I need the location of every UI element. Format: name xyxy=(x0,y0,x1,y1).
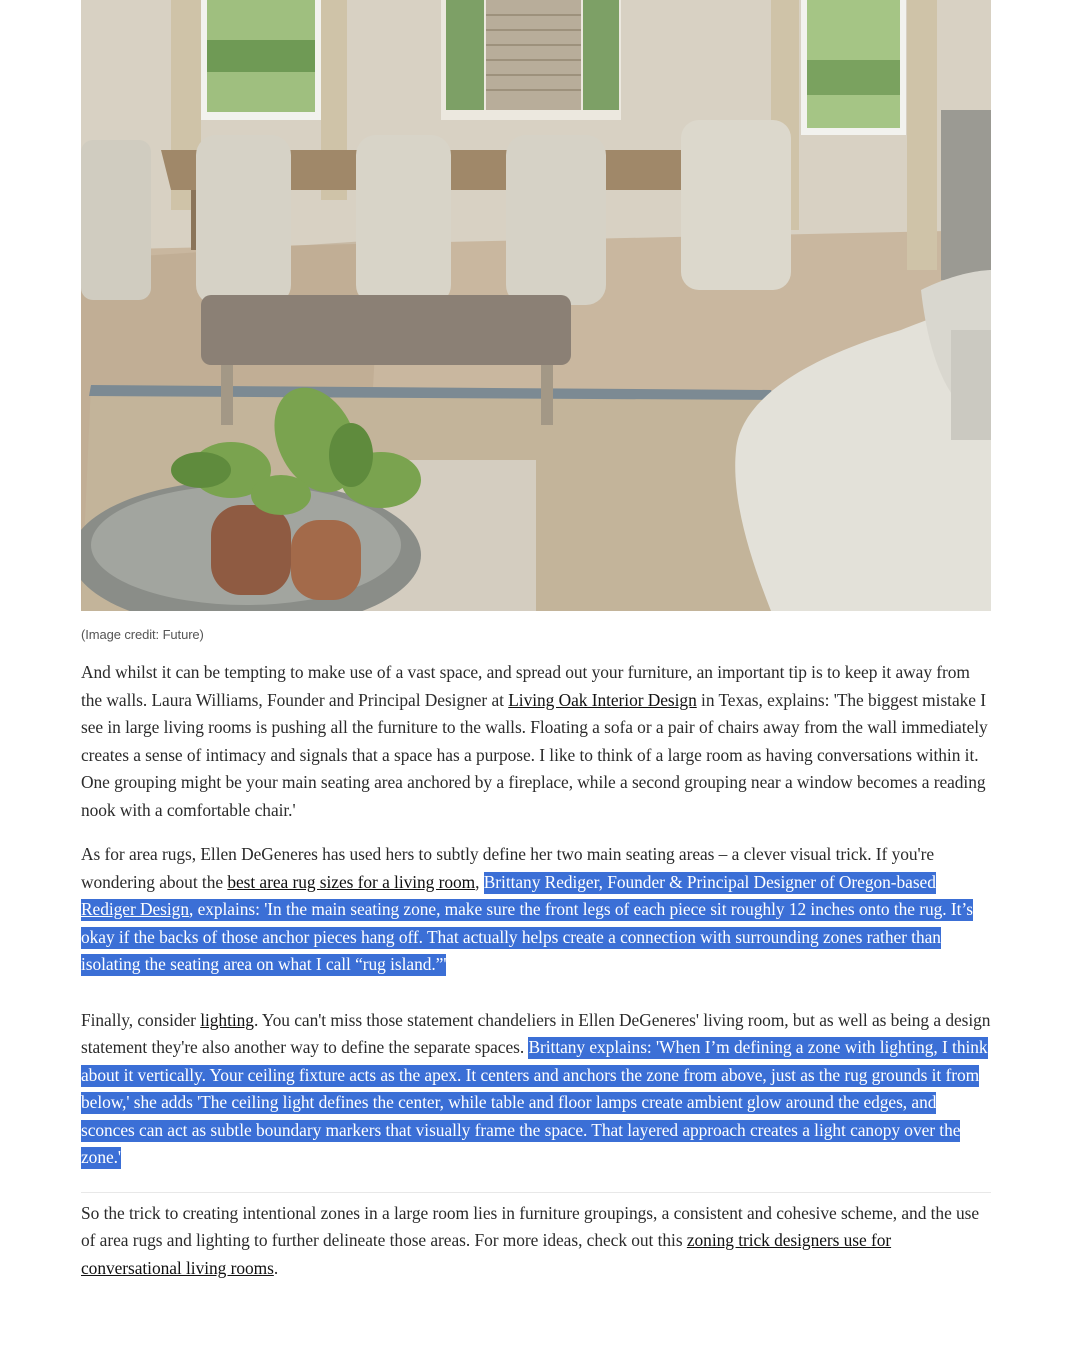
paragraph-lighting xyxy=(81,1007,991,1172)
rediger-design-link[interactable]: Rediger Design xyxy=(81,899,189,919)
p2-text-b: , xyxy=(475,871,484,892)
image-credit: (Image credit: Future) xyxy=(81,627,204,642)
paragraph-conclusion xyxy=(81,1192,991,1283)
article-body xyxy=(81,659,991,1282)
p2-text-a: As for area rugs, Ellen DeGeneres has used hers to subtly define her two main seating areas – a clever visual trick. If you're wondering about the xyxy=(81,844,935,892)
selected-text-lighting-quote: Brittany explains: 'When I’m defining a zone with lighting, I think about it vertically. Your ceiling fixture acts as the apex. It centers and anchors the zone from above, just as the rug grounds it from below,' she adds 'The ceiling light defines the center, while table and floor lamps create ambient glow around the edges, and sconces can act as subtle boundary markers that visually frame the space. That layered approach creates a light canopy over the zone.' xyxy=(81,1037,988,1167)
paragraph-furniture-placement xyxy=(81,659,991,824)
article-photo[interactable] xyxy=(81,0,991,611)
paragraph-area-rugs xyxy=(81,841,991,979)
best-area-rug-sizes-link[interactable]: best area rug sizes for a living room xyxy=(227,871,476,892)
p2-hl-text-b: , explains: 'In the main seating zone, make sure the front legs of each piece sit roughly 12 inches onto the rug. It’s okay if the backs of those anchor pieces hang off. That actually helps create a connection with surrounding zones rather than isolating the seating area on what I call “rug island.”' xyxy=(81,899,973,974)
lighting-link[interactable]: lighting xyxy=(200,1009,254,1030)
p4-text-a: So the trick to creating intentional zones in a large room lies in furniture groupings, a consistent and cohesive scheme, and the use of area rugs and lighting to further delineate those areas. For more ideas, check out this xyxy=(81,1202,980,1250)
zoning-trick-link[interactable]: zoning trick designers use for conversational living rooms xyxy=(81,1230,892,1278)
p4-text-b: . xyxy=(273,1257,279,1278)
p3-text-b: . You can't miss those statement chandeliers in Ellen DeGeneres' living room, but as well as being a design statement they're also another way to define the separate spaces. xyxy=(81,1009,991,1057)
living-room-photo-illustration xyxy=(81,0,991,611)
living-oak-interior-design-link[interactable]: Living Oak Interior Design xyxy=(508,689,697,710)
p3-text-a: Finally, consider xyxy=(81,1009,201,1030)
p2-hl-text-a: Brittany Rediger, Founder & Principal Designer of Oregon-based xyxy=(483,871,936,892)
p1-text-b: in Texas, explains: 'The biggest mistake I see in large living rooms is pushing all the furniture to the walls. Floating a sofa or a pair of chairs away from the wall immediately creates a sense of intimacy and signals that a space has a purpose. I like to think of a large room as having conversations within it. One grouping might be your main seating area anchored by a fireplace, while a second grouping near a window becomes a reading nook with a comfortable chair.' xyxy=(81,689,988,820)
p1-text-a: And whilst it can be tempting to make use of a vast space, and spread out your furniture, an important tip is to keep it away from the walls. Laura Williams, Founder and Principal Designer at xyxy=(81,662,970,710)
